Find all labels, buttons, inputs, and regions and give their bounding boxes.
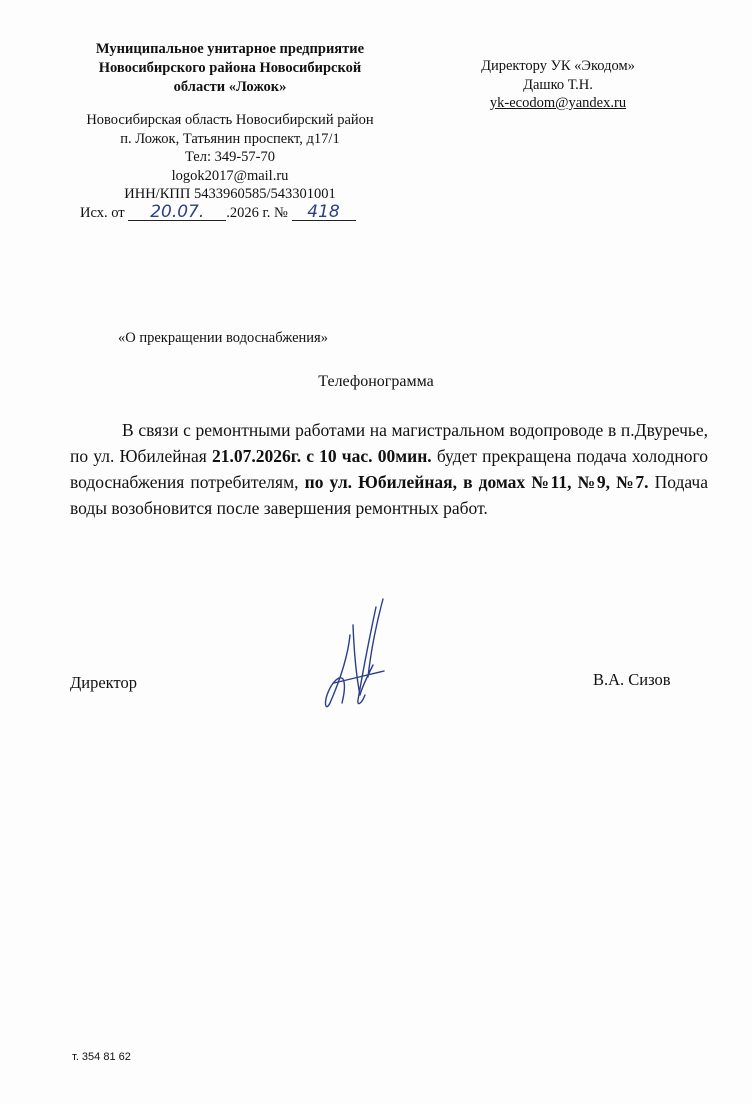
address-line-1: Новосибирская область Новосибирский район [86, 112, 374, 128]
ref-number-handwritten: 418 [292, 204, 356, 221]
ref-prefix: Исх. от [80, 204, 125, 221]
body-text-2: будет прекращена подача холодного водоснабжения потребителям, [70, 446, 708, 492]
sender-phone: Тел: 349-57-70 [184, 149, 276, 165]
sender-block [60, 40, 400, 222]
recipient-line-1: Директору УК «Экодом» [481, 58, 635, 74]
sender-email: logok2017@mail.ru [171, 167, 289, 184]
handwritten-signature [310, 595, 400, 720]
footer-phone: т. 354 81 62 [72, 1051, 131, 1063]
org-line-3: области «Ложок» [173, 79, 287, 95]
recipient-line-2: Дашко Т.Н. [523, 76, 593, 93]
recipient-block [468, 57, 648, 113]
sender-inn-kpp: ИНН/КПП 5433960585/543301001 [124, 186, 336, 202]
sender-organization [60, 40, 400, 97]
ref-year: .2026 г. № [226, 204, 288, 221]
signatory-role: Директор [70, 673, 137, 692]
org-line-1: Муниципальное унитарное предприятие [95, 41, 365, 57]
outgoing-reference [80, 201, 400, 222]
signatory-name: В.А. Сизов [593, 670, 671, 689]
address-line-2: п. Ложок, Татьянин проспект, д17/1 [120, 130, 340, 147]
body-bold-address: по ул. Юбилейная, в домах №11, №9, №7. [304, 472, 649, 492]
recipient-email: yk-ecodom@yandex.ru [489, 95, 627, 111]
letter-subject: «О прекращении водоснабжения» [118, 330, 328, 346]
document-title: Телефонограмма [318, 373, 434, 390]
body-text-3: Подача воды возобновится после завершения ремонтных работ. [70, 472, 708, 518]
org-line-2: Новосибирского района Новосибирской [98, 60, 362, 76]
body-bold-datetime: 21.07.2026г. с 10 час. 00мин. [211, 446, 432, 466]
sender-address [60, 111, 400, 204]
letter-body [70, 417, 708, 521]
ref-date-handwritten: 20.07. [128, 204, 226, 221]
body-text-1: В связи с ремонтными работами на магистральном водопроводе в п.Двуречье, по ул. Юбилейная [70, 420, 708, 466]
